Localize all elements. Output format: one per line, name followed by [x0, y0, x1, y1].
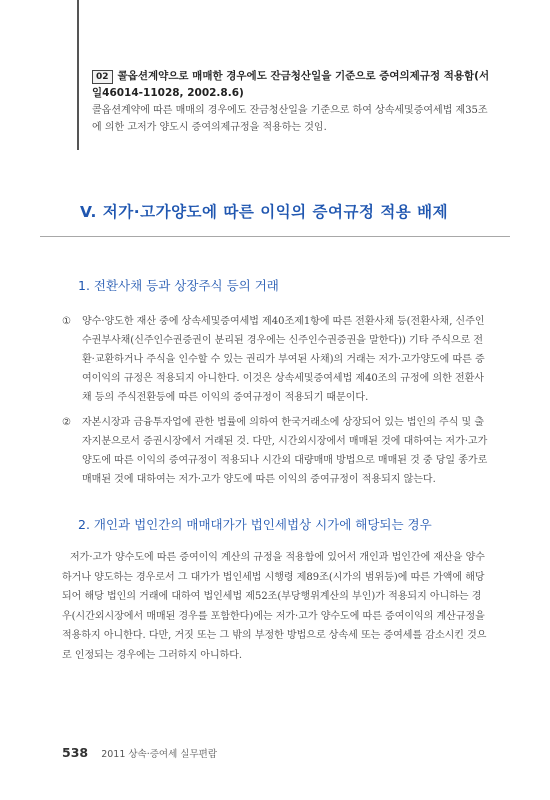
page-footer	[62, 742, 217, 761]
section-title-2: 2. 개인과 법인간의 매매대가가 법인세법상 시가에 해당되는 경우	[78, 517, 432, 532]
case-title-text: 콜옵션계약으로 매매한 경우에도 잔금청산일을 기준으로 증여의제규정 적용함(서일46014-11028, 2002.8.6)	[92, 70, 490, 99]
item-list	[62, 312, 488, 495]
item-text: 자본시장과 금융투자업에 관한 법률에 의하여 한국거래소에 상장되어 있는 법인의 주식 및 출자지분으로서 증권시장에서 거래된 것. 다만, 시간외시장에서 매매된 것에 대하여는 저가·고가양도에 따른 이익의 증여규정이 적용되나 시간외 대량매매 방법으로 매매된 것 중 당일 종가로 매매된 것에 대하여는 저가·고가 양도에 따른 이익의 증여규정이 적용되지 않는다.	[82, 417, 488, 485]
book-title: 2011 상속·증여세 실무편람	[101, 749, 218, 760]
list-item	[62, 413, 488, 489]
list-item	[62, 312, 488, 407]
case-title	[92, 68, 492, 102]
body-paragraph: 저가·고가 양수도에 따른 증여이익 계산의 규정을 적용함에 있어서 개인과 법인간에 재산을 양수하거나 양도하는 경우로서 그 대가가 법인세법 시행령 제89조(시가의 범위등)에 따른 가액에 해당되어 해당 법인의 거래에 대하여 법인세법 제52조(부당행위계산의 부인)가 적용되지 아니하는 경우(시간외시장에서 매매된 경우를 포함한다)에는 저가·고가 양수도에 따른 증여이익의 계산규정을 적용하지 아니한다. 다만, 거짓 또는 그 밖의 부정한 방법으로 상속세 또는 증여세를 감소시킨 것으로 인정되는 경우에는 그러하지 아니하다.	[62, 552, 487, 661]
item-marker: ②	[62, 417, 71, 428]
case-block	[92, 68, 492, 136]
item-text: 양수·양도한 재산 중에 상속세및증여세법 제40조제1항에 따른 전환사채 등(전환사채, 신주인수권부사채(신주인수권증권이 분리된 경우에는 신주인수권증권을 말한다)) 기타 주식으로 전환·교환하거나 주식을 인수할 수 있는 권리가 부여된 사채)의 거래는 저가·고가양도에 따른 증여이익의 규정은 적용되지 아니한다. 이것은 상속세및증여세법 제40조의 규정에 의한 전환사채 등의 주식전환등에 따른 이익의 증여규정이 적용되기 때문이다.	[82, 316, 485, 403]
chapter-title: V. 저가·고가양도에 따른 이익의 증여규정 적용 배제	[80, 203, 449, 221]
page-number: 538	[62, 745, 89, 760]
chapter-divider	[40, 236, 510, 237]
case-body: 콜옵션계약에 따른 매매의 경우에도 잔금청산일을 기준으로 하여 상속세및증여세법 제35조에 의한 고저가 양도시 증여의제규정을 적용하는 것임.	[92, 105, 488, 133]
item-marker: ①	[62, 316, 71, 327]
margin-rule	[77, 0, 79, 150]
section-title-1: 1. 전환사채 등과 상장주식 등의 거래	[78, 278, 279, 293]
case-number-badge: 02	[92, 70, 113, 84]
